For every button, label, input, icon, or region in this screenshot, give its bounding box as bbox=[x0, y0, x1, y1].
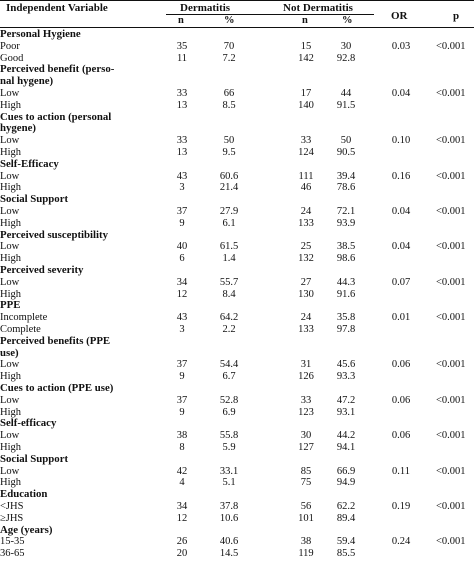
table-row bbox=[0, 359, 474, 370]
section-title: Perceived severity bbox=[0, 264, 84, 276]
section-title: Personal Hygiene bbox=[0, 28, 81, 40]
table-row bbox=[0, 477, 474, 488]
section-title: PPE bbox=[0, 299, 21, 312]
cell-n1: 37 bbox=[176, 359, 188, 371]
cell-p: <0.001 bbox=[436, 501, 466, 512]
cell-p1: 1.4 bbox=[222, 253, 236, 265]
cell-n1: 3 bbox=[179, 182, 185, 194]
cell-label: Low bbox=[0, 241, 20, 253]
cell-or: 0.07 bbox=[391, 276, 411, 288]
cell-n1: 3 bbox=[179, 324, 185, 335]
cell-label: Poor bbox=[0, 40, 20, 52]
cell-n2: 25 bbox=[300, 241, 312, 253]
table-row bbox=[0, 277, 474, 288]
cell-p1: 52.8 bbox=[219, 394, 239, 406]
table-row bbox=[0, 100, 474, 111]
section-title: Age (years) bbox=[0, 523, 53, 536]
cell-p2: 44 bbox=[340, 88, 352, 99]
cell-p2: 78.6 bbox=[336, 182, 356, 194]
section-title: hygene) bbox=[0, 122, 36, 135]
cell-p2: 85.5 bbox=[336, 548, 356, 560]
cell-n2: 33 bbox=[300, 394, 312, 406]
cell-p2: 92.8 bbox=[336, 52, 356, 64]
cell-p: <0.001 bbox=[436, 312, 466, 324]
section-title: Self-efficacy bbox=[0, 417, 57, 430]
cell-n1: 9 bbox=[179, 406, 185, 418]
cell-p2: 94.1 bbox=[336, 442, 356, 453]
cell-label: High bbox=[0, 182, 21, 194]
cell-n2: 33 bbox=[300, 135, 312, 147]
cell-p: <0.001 bbox=[436, 465, 466, 477]
cell-n1: 33 bbox=[176, 135, 188, 147]
cell-p1: 21.4 bbox=[219, 182, 239, 194]
cell-p2: 89.4 bbox=[336, 512, 356, 524]
cell-label: 15-35 bbox=[0, 536, 25, 548]
cell-n2: 119 bbox=[298, 548, 314, 560]
cell-label: <JHS bbox=[0, 501, 24, 512]
cell-n1: 35 bbox=[176, 40, 188, 52]
cell-n2: 75 bbox=[300, 477, 312, 489]
cell-n2: 38 bbox=[300, 536, 312, 548]
table-row bbox=[0, 442, 474, 453]
cell-n1: 43 bbox=[176, 170, 188, 182]
cell-n2: 101 bbox=[298, 512, 314, 524]
cell-p1: 6.9 bbox=[222, 406, 236, 418]
cell-n2: 142 bbox=[298, 52, 314, 64]
cell-n2: 133 bbox=[298, 217, 314, 229]
cell-p2: 47.2 bbox=[336, 394, 356, 406]
cell-label: High bbox=[0, 442, 21, 453]
header-or: OR bbox=[391, 10, 408, 22]
cell-label: Good bbox=[0, 52, 24, 64]
cell-n2: 85 bbox=[300, 465, 312, 477]
cell-or: 0.10 bbox=[391, 135, 411, 147]
cell-p1: 40.6 bbox=[219, 536, 239, 548]
table-row bbox=[0, 371, 474, 382]
cell-n1: 13 bbox=[176, 147, 188, 158]
cell-label: Low bbox=[0, 88, 20, 99]
cell-label: Low bbox=[0, 394, 20, 406]
cell-p2: 94.9 bbox=[336, 477, 356, 489]
table-row bbox=[0, 501, 474, 512]
cell-p1: 50 bbox=[223, 135, 235, 147]
cell-p: <0.001 bbox=[436, 88, 466, 99]
header-pct-dermatitis: % bbox=[224, 15, 235, 26]
cell-n1: 40 bbox=[176, 241, 188, 253]
cell-n1: 38 bbox=[176, 430, 188, 442]
cell-p1: 64.2 bbox=[219, 312, 239, 324]
cell-p2: 50 bbox=[340, 135, 352, 147]
cell-label: High bbox=[0, 406, 21, 418]
cell-or: 0.04 bbox=[391, 206, 411, 217]
cell-p2: 97.8 bbox=[336, 324, 356, 335]
cell-p1: 54.4 bbox=[219, 359, 239, 371]
table-row bbox=[0, 430, 474, 441]
cell-n2: 123 bbox=[298, 406, 314, 418]
cell-p2: 62.2 bbox=[336, 501, 356, 512]
cell-n1: 13 bbox=[176, 99, 188, 111]
table-row bbox=[0, 135, 474, 146]
cell-n2: 127 bbox=[298, 442, 314, 453]
cell-n1: 37 bbox=[176, 206, 188, 217]
cell-p2: 93.9 bbox=[336, 217, 356, 229]
cell-label: Low bbox=[0, 430, 20, 442]
cell-n1: 34 bbox=[176, 501, 188, 512]
cell-p1: 6.7 bbox=[222, 371, 236, 383]
cell-p2: 44.3 bbox=[336, 276, 356, 288]
table-row bbox=[0, 395, 474, 406]
cell-p1: 66 bbox=[223, 88, 235, 99]
cell-p2: 72.1 bbox=[336, 206, 356, 217]
cell-p1: 27.9 bbox=[219, 206, 239, 217]
cell-p1: 5.9 bbox=[222, 442, 236, 453]
cell-p: <0.001 bbox=[436, 40, 466, 52]
table-row bbox=[0, 466, 474, 477]
table-row bbox=[0, 241, 474, 252]
cell-p2: 93.3 bbox=[336, 371, 356, 383]
table-row bbox=[0, 147, 474, 158]
cell-p2: 90.5 bbox=[336, 147, 356, 158]
cell-n2: 31 bbox=[300, 359, 312, 371]
cell-label: Low bbox=[0, 170, 20, 182]
cell-p1: 6.1 bbox=[222, 217, 236, 229]
cell-p1: 37.8 bbox=[219, 501, 239, 512]
cell-p: <0.001 bbox=[436, 135, 466, 147]
cell-n1: 12 bbox=[176, 288, 188, 300]
cell-p: <0.001 bbox=[436, 241, 466, 253]
cell-p1: 55.7 bbox=[219, 276, 239, 288]
cell-p: <0.001 bbox=[436, 170, 466, 182]
cell-n1: 9 bbox=[179, 371, 185, 383]
cell-n1: 4 bbox=[179, 477, 185, 489]
cell-or: 0.19 bbox=[391, 501, 411, 512]
table-row bbox=[0, 171, 474, 182]
cell-or: 0.04 bbox=[391, 241, 411, 253]
cell-label: Low bbox=[0, 359, 20, 371]
section-title: Self-Efficacy bbox=[0, 157, 59, 170]
cell-label: High bbox=[0, 147, 21, 158]
cell-or: 0.03 bbox=[391, 40, 411, 52]
cell-p: <0.001 bbox=[436, 394, 466, 406]
cell-n2: 46 bbox=[300, 182, 312, 194]
section-title: Perceived susceptibility bbox=[0, 228, 109, 241]
table-row bbox=[0, 206, 474, 217]
cell-label: High bbox=[0, 99, 21, 111]
cell-or: 0.06 bbox=[391, 359, 411, 371]
cell-n1: 12 bbox=[176, 512, 188, 524]
table-row bbox=[0, 548, 474, 559]
cell-label: ≥JHS bbox=[0, 512, 24, 524]
cell-p1: 61.5 bbox=[219, 241, 239, 253]
cell-p2: 38.5 bbox=[336, 241, 356, 253]
cell-p2: 44.2 bbox=[336, 430, 356, 442]
cell-p1: 14.5 bbox=[219, 548, 239, 560]
cell-or: 0.11 bbox=[392, 465, 410, 477]
cell-p1: 8.4 bbox=[222, 288, 236, 300]
cell-n1: 34 bbox=[176, 276, 188, 288]
section-title: Cues to action (PPE use) bbox=[0, 382, 114, 394]
table-row bbox=[0, 218, 474, 229]
table-row bbox=[0, 312, 474, 323]
section-title: Perceived benefit (perso- bbox=[0, 63, 115, 76]
cell-p: <0.001 bbox=[436, 276, 466, 288]
cell-p1: 5.1 bbox=[222, 477, 236, 489]
cell-p: <0.001 bbox=[436, 206, 466, 217]
cell-p2: 91.5 bbox=[336, 99, 356, 111]
cell-label: Low bbox=[0, 135, 20, 147]
cell-label: High bbox=[0, 477, 21, 489]
cell-p2: 98.6 bbox=[336, 253, 356, 265]
section-title: Cues to action (personal bbox=[0, 110, 112, 123]
cell-p2: 30 bbox=[340, 40, 352, 52]
table-row bbox=[0, 513, 474, 524]
top-rule bbox=[0, 0, 474, 1]
cell-p1: 70 bbox=[223, 40, 235, 52]
cell-label: High bbox=[0, 217, 21, 229]
header-dermatitis: Dermatitis bbox=[180, 2, 231, 14]
cell-p1: 9.5 bbox=[222, 147, 236, 158]
table-row bbox=[0, 324, 474, 335]
cell-n2: 30 bbox=[300, 430, 312, 442]
section-title: Social Support bbox=[0, 193, 69, 206]
cell-n2: 24 bbox=[300, 312, 312, 324]
cell-p1: 10.6 bbox=[219, 512, 239, 524]
cell-p2: 66.9 bbox=[336, 465, 356, 477]
cell-n1: 6 bbox=[179, 253, 185, 265]
section-title: Perceived benefits (PPE bbox=[0, 334, 111, 347]
cell-n1: 37 bbox=[176, 394, 188, 406]
cell-p2: 91.6 bbox=[336, 288, 356, 300]
table-row bbox=[0, 253, 474, 264]
cell-p2: 45.6 bbox=[336, 359, 356, 371]
cell-label: Complete bbox=[0, 324, 41, 335]
cell-p1: 8.5 bbox=[222, 99, 236, 111]
cell-n2: 15 bbox=[300, 40, 312, 52]
cell-p1: 7.2 bbox=[222, 52, 236, 64]
cell-n2: 24 bbox=[300, 206, 312, 217]
cell-label: Low bbox=[0, 276, 20, 288]
header-p: p bbox=[453, 10, 460, 22]
cell-n1: 9 bbox=[179, 217, 185, 229]
cell-n2: 27 bbox=[300, 276, 312, 288]
cell-label: High bbox=[0, 288, 21, 300]
cell-p1: 60.6 bbox=[219, 170, 239, 182]
cell-n2: 126 bbox=[298, 371, 314, 383]
cell-p1: 33.1 bbox=[219, 465, 239, 477]
section-title: nal hygene) bbox=[0, 75, 54, 88]
cell-n2: 56 bbox=[300, 501, 312, 512]
cell-p2: 39.4 bbox=[336, 170, 356, 182]
section-title: Education bbox=[0, 488, 48, 501]
cell-p: <0.001 bbox=[436, 359, 466, 371]
cell-p2: 59.4 bbox=[336, 536, 356, 548]
cell-n1: 43 bbox=[176, 312, 188, 324]
table-row bbox=[0, 88, 474, 99]
cell-n2: 124 bbox=[298, 147, 314, 158]
cell-p1: 55.8 bbox=[219, 430, 239, 442]
cell-label: High bbox=[0, 371, 21, 383]
cell-n2: 140 bbox=[298, 99, 314, 111]
header-not-dermatitis: Not Dermatitis bbox=[283, 2, 353, 14]
cell-or: 0.16 bbox=[391, 170, 411, 182]
cell-label: Incomplete bbox=[0, 312, 48, 324]
header-independent-variable: Independent Variable bbox=[6, 2, 108, 14]
cell-n1: 8 bbox=[179, 442, 185, 453]
cell-label: Low bbox=[0, 206, 20, 217]
header-pct-not-dermatitis: % bbox=[342, 15, 353, 26]
table-row bbox=[0, 536, 474, 547]
cell-label: 36-65 bbox=[0, 548, 25, 560]
section-title: use) bbox=[0, 346, 19, 359]
table-row bbox=[0, 53, 474, 64]
cell-or: 0.24 bbox=[391, 536, 411, 548]
cell-p: <0.001 bbox=[436, 536, 466, 548]
cell-n2: 132 bbox=[298, 253, 314, 265]
table-row bbox=[0, 41, 474, 52]
cell-n1: 42 bbox=[176, 465, 188, 477]
cell-n2: 133 bbox=[298, 324, 314, 335]
cell-label: Low bbox=[0, 465, 20, 477]
cell-or: 0.01 bbox=[391, 312, 411, 324]
cell-p2: 93.1 bbox=[336, 406, 356, 418]
cell-label: High bbox=[0, 253, 21, 265]
cell-p2: 35.8 bbox=[336, 312, 356, 324]
cell-n1: 11 bbox=[176, 52, 188, 64]
header-n-not-dermatitis: n bbox=[302, 15, 308, 26]
header-n-dermatitis: n bbox=[178, 15, 184, 26]
cell-n1: 26 bbox=[176, 536, 188, 548]
cell-n2: 111 bbox=[298, 170, 314, 182]
cell-n1: 20 bbox=[176, 548, 188, 560]
cell-n2: 130 bbox=[298, 288, 314, 300]
section-title: Social Support bbox=[0, 452, 69, 465]
cell-or: 0.06 bbox=[391, 430, 411, 442]
table-row bbox=[0, 182, 474, 193]
cell-p: <0.001 bbox=[436, 430, 466, 442]
cell-n2: 17 bbox=[300, 88, 312, 99]
cell-or: 0.06 bbox=[391, 394, 411, 406]
cell-p1: 2.2 bbox=[222, 324, 236, 335]
cell-or: 0.04 bbox=[391, 88, 411, 99]
table-row bbox=[0, 289, 474, 300]
cell-n1: 33 bbox=[176, 88, 188, 99]
table-row bbox=[0, 407, 474, 418]
